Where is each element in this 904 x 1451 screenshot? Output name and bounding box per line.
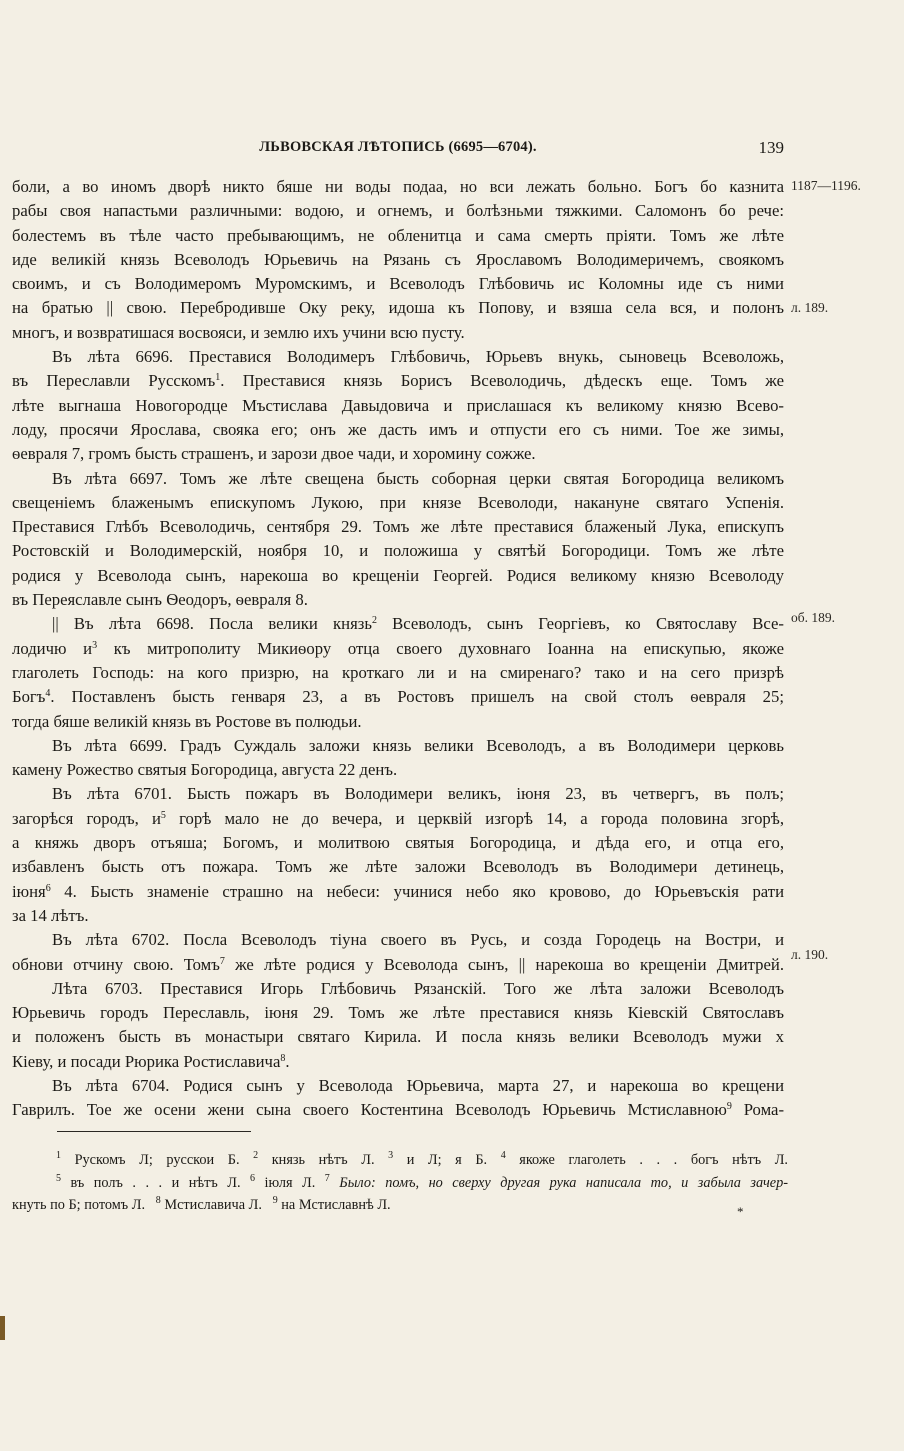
text-line: иде великій князь Всеволодъ Юрьевичь на Рязань съ Ярославомъ Володимеричемъ, своякомъ xyxy=(12,249,784,269)
text-line: многъ, и возвратишася восвояси, и землю ихъ учини всю пусту. xyxy=(12,322,465,342)
text-line: и положенъ бысть въ монастыри святаго Кирила. И посла князь велики Всеволодъ мужи х xyxy=(12,1027,784,1047)
margin-folio-ob189: об. 189. xyxy=(791,610,835,625)
text-line: Въ лѣта 6699. Градъ Суждаль заложи князь велики Всеволодъ, а въ Володимери церковь xyxy=(52,735,784,755)
text-line: Въ лѣта 6704. Родися сынъ у Всеволода Юрьевича, марта 27, и нарекоша во крещени xyxy=(52,1075,784,1095)
text-line: Въ лѣта 6696. Преставися Володимеръ Глѣбовичь, Юрьевъ внукь, сыновець Всеволожь, xyxy=(52,347,784,367)
text-line: боли, а во иномъ дворѣ никто бяше ни воды подаа, но вси лежать больно. Богъ бо казнита xyxy=(12,177,784,196)
text-line: || Въ лѣта 6698. Посла велики князь$^2$ Всеволодъ, сынъ Георгіевъ, ко Святославу Все- xyxy=(52,614,784,634)
text-line: Богъ$^4$. Поставленъ бысть генваря 23, а въ Ростовъ пришелъ на свой столъ ѳевраля 25; xyxy=(12,687,784,707)
running-title: ЛЬВОВСКАЯ ЛѢТОПИСЬ (6695—6704). xyxy=(259,139,537,155)
text-line: лоду, просячи Ярослава, свояка его; онъ же дасть имъ и отпусти его съ ними. Тое же зимы, xyxy=(12,419,784,439)
text-line: родися у Всеволода сынъ, нарекоша во крещеніи Георгей. Родися великому князю Всеволоду xyxy=(12,565,784,585)
footnote-rule xyxy=(57,1131,251,1132)
footnote-mark: 5 xyxy=(160,809,166,821)
text-line: Въ лѣта 6702. Посла Всеволодъ тіуна своего въ Русь, и созда Городець на Востри, и xyxy=(52,930,784,950)
footnote-mark: 7 xyxy=(219,955,225,967)
text-line: за 14 лѣтъ. xyxy=(12,905,89,925)
text-line: Преставися Глѣбъ Всеволодичь, сентября 29. Томъ же лѣте преставися блаженый Лука, епискупъ xyxy=(12,517,784,537)
text-line: свещеніемъ блаженымъ епискупомъ Лукою, при князе Всеволоди, накануне святаго Успенія. xyxy=(12,492,784,512)
text-line: Лѣта 6703. Преставися Игорь Глѣбовичь Рязанскій. Того же лѣта заложи Всеволодъ xyxy=(52,978,784,998)
margin-years: 1187—1196. xyxy=(791,178,861,193)
text-line: лѣте выгнаша Новогородце Мъстислава Давыдовича и прислашася къ великому князю Всево- xyxy=(12,395,784,415)
footnote-mark: 2 xyxy=(371,615,377,627)
text-line: а княжь дворъ отъяша; Богомъ, и молитвою святыя Богородица, и дѣда его, и отца его, xyxy=(12,833,784,853)
footnotes xyxy=(12,1149,788,1217)
footnote-mark: 3 xyxy=(92,639,98,651)
text-line: въ Переяславле сынъ Ѳеодоръ, ѳевраля 8. xyxy=(12,590,308,610)
footnote-mark: 4 xyxy=(45,688,51,700)
text-line: на братью || свою. Перебродивше Оку реку, идоша къ Попову, и взяша села вся, и полонъ xyxy=(12,298,784,318)
text-line: въ Переславли Русскомъ$^1$. Преставися князь Борисъ Всеволодичь, дѣдескъ еще. Томъ же xyxy=(12,371,784,391)
text-line: Въ лѣта 6697. Томъ же лѣте свещена бысть соборная церки святая Богородица великомъ xyxy=(52,468,784,488)
text-line: Ростовскій и Володимерскій, ноября 10, и положиша у святѣй Богородици. Томъ же лѣте xyxy=(12,541,784,561)
binding-edge xyxy=(0,1316,5,1340)
page-number: 139 xyxy=(758,138,784,157)
text-line: своимъ, и съ Володимеромъ Муромскимъ, и Всеволодъ Глѣбовичь ис Коломны иде съ ними xyxy=(12,274,784,294)
text-line: глаголеть Господь: на кого призрю, на кроткаго ли и на смиренаго? тако и на сего призрѣ xyxy=(12,662,784,682)
margin-folio-189: л. 189. xyxy=(791,300,829,315)
text-line: избавленъ бысть отъ пожара. Томъ же лѣте заложи Всеволодъ въ Володимери детинець, xyxy=(12,857,784,877)
text-line: іюня$^6$ 4. Бысть знаменіе страшно на небеси: учинися небо яко кровово, до Юрьевъскія рати xyxy=(12,881,784,901)
text-line: лодичю $и^3$ къ митрополиту Микиѳору отца своего духовнаго Іоанна на епискупью, якоже xyxy=(12,638,784,658)
text-line: обнови отчину свою. Томъ$^7$ же лѣте родися у Всеволода сынъ, || нарекоша во крещеніи Дмитрей. xyxy=(12,954,784,974)
footnote-mark: 9 xyxy=(726,1101,732,1113)
footnote-line: $^1$ Рускомъ Л; русскои Б. $^2$ князь нѣтъ Л. $^3$ и Л; я Б. $^4$ якоже глаголеть . . . богъ нѣтъ Л. xyxy=(56,1150,788,1168)
margin-folio-190: л. 190. xyxy=(791,947,829,962)
running-header xyxy=(12,139,784,163)
footnote-line: $^5$ въ полъ . . . и нѣтъ Л. $^6$ іюля Л. $^7$ Было: помъ, но сверху другая рука написала то, и забыла зачер- xyxy=(56,1172,789,1191)
signature-mark: * xyxy=(737,1204,744,1219)
text-line: камену Рожество святыя Богородица, августа 22 денъ. xyxy=(12,760,398,780)
footnote-mark: 8 xyxy=(280,1052,286,1064)
footnote-mark: 1 xyxy=(215,372,221,384)
text-line: болестемъ въ тѣле часто пребывающимъ, не обленитца и сама смерть пріяти. Томъ же лѣте xyxy=(12,225,784,245)
text-line: Юрьевичь городъ Переславль, іюня 29. Томъ же лѣте преставися князь Кіевскій Святославъ xyxy=(12,1003,784,1023)
text-line: ѳевраля 7, громъ бысть страшенъ, и зарози двое чади, и хоромину сожже. xyxy=(12,444,536,464)
footnote-mark: 6 xyxy=(45,882,51,894)
text-line: тогда бяше великій князь въ Ростове въ полюдьи. xyxy=(12,711,362,731)
text-line: загорѣся городъ, $и^5$ горѣ мало не до вечера, и церквій изгорѣ 14, а города половина згорѣ, xyxy=(12,808,784,828)
main-text xyxy=(12,175,784,1123)
footnote-line: кнуть по Б; потомъ Л. $^8$ Мстиславича Л. $^9$ на Мстиславнѣ Л. xyxy=(12,1195,391,1214)
text-line: рабы своя напастьми различными: водою, и огнемъ, и болѣзньми тяжкими. Саломонъ бо рече: xyxy=(12,201,784,221)
text-line: Кіеву, и посади Рюрика Ростиславича$^8$. xyxy=(12,1051,290,1071)
text-line: Въ лѣта 6701. Бысть пожаръ въ Володимери великъ, іюня 23, въ четвергъ, въ полъ; xyxy=(52,784,784,804)
text-line: Гаврилъ. Тое же осени жени сына своего Костентина Всеволодъ Юрьевичь Мстиславною$^9$ Рома- xyxy=(12,1100,784,1120)
